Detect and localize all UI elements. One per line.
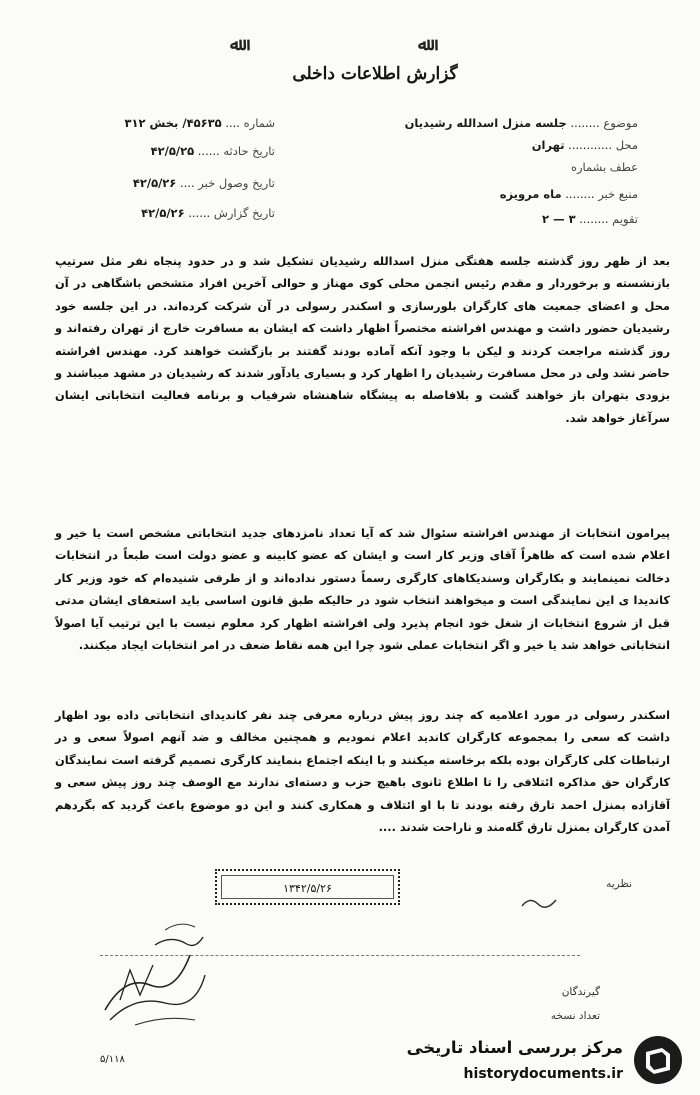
report-date-field: تاریخ گزارش ...... ۴۲/۵/۲۶: [141, 206, 275, 220]
stamp-number: ۱۳۴۲/۵/۲۶: [221, 875, 394, 899]
subject-value: جلسه منزل اسدالله رشیدیان: [404, 116, 567, 130]
emblem-left: ﷲ: [230, 35, 240, 55]
document-title: گزارش اطلاعات داخلی: [292, 64, 458, 84]
handwritten-signature: [95, 915, 215, 1030]
note-label: نظریه: [606, 878, 632, 890]
body-paragraph-3: اسکندر رسولی در مورد اعلامیه که چند روز پیش درباره معرفی چند نفر کاندیدای انتخاباتی داده بود اظهار داشت که سعی را بمجموعه کارگران کاندید اعلام نمودیم و همچنین مخالف و ضد آنهم اصولاً سعی و در ارتباطات کلی کارگران بوده بلکه برخاسته میکنند و با اینکه اجتماع بنمایند کارگری تصمیم گرفته است نمایندگان کارگران حق مذاکره ائتلافی را تا اطلاع ثانوی باهیچ حزب و دسته‌ای ندارند مع الوصف چند روز پیش سعی و آقازاده بمنزل احمد تارق رفته بودند تا با او ائتلاف و همکاری کنند و این دو موضوع باعث گردید که بگردهم آمدن کارگران بمنزل تارق گله‌مند و ناراحت شدند ....: [55, 708, 670, 835]
emblem-right: ﷲ: [418, 35, 428, 55]
place-label: محل: [615, 138, 638, 152]
receipt-date-field: تاریخ وصول خبر .... ۴۲/۵/۲۶: [132, 176, 275, 190]
body-paragraph-1: بعد از ظهر روز گذشته جلسه هفتگی منزل اسدالله رشیدیان تشکیل شد و در حدود پنجاه نفر مثل سرتیپ بازنشسته و برخوردار و مقدم رئیس انجمن محلی کوی مهناز و حوالی آخرین افراد متشخص باشگاهی در آن محل و اعضای جمعیت های کارگران بلورسازی و اسکندر رسولی در آن شرکت کرده‌اند. در این جلسه خود رشیدیان حضور داشت و مهندس افراشته مختصراً اظهار داشت که ایشان به مسافرت خارج از تهران رفته‌اند و روز گذشته مراجعت کردند و لیکن با وجود آنکه آماده بودند گفتند بر بازگشت خواهند کرد. مهندس افراشته حاضر نشد ولی در محل مسافرت رشیدیان را اظهار کرد و بسیاری یادآور شدند که رشیدیان در مشهد میباشند و بزودی بتهران باز خواهند گشت و بلافاصله به پیشگاه شاهنشاه شرفیاب و برنامه فعالیت انتخاباتی ایشان سرآغاز خواهد شد.: [55, 254, 670, 425]
source-field: منبع خبر ........ ماه مرویزه: [499, 187, 638, 201]
archive-logo-icon: [632, 1034, 684, 1086]
watermark-url[interactable]: historydocuments.ir: [463, 1066, 623, 1082]
number-field: شماره .... ۴۵۶۳۵/ بخش ۳۱۲: [124, 116, 275, 130]
event-date-field: تاریخ حادثه ...... ۴۲/۵/۲۵: [150, 144, 275, 158]
reference-label: عطف بشماره: [570, 160, 638, 174]
registration-stamp: [215, 869, 400, 905]
distribution-label: گیرندگان: [561, 986, 600, 998]
number-value: ۴۵۶۳۵/ بخش ۳۱۲: [124, 116, 222, 130]
initial-mark: [520, 892, 560, 912]
report-date-value: ۴۲/۵/۲۶: [141, 206, 185, 220]
event-date-label: تاریخ حادثه: [223, 144, 275, 158]
rating-label: تقویم: [612, 212, 638, 226]
subject-field: موضوع ........ جلسه منزل اسدالله رشیدیان: [404, 116, 638, 130]
subject-label: موضوع: [603, 116, 638, 130]
source-value: ماه مرویزه: [499, 187, 562, 201]
document-code: ۵/۱۱۸: [100, 1054, 125, 1065]
rating-field: تقویم ........ ۳ — ۲: [542, 212, 638, 226]
copies-label: تعداد نسخه: [550, 1010, 600, 1022]
body-paragraph-2: پیرامون انتخابات از مهندس افراشته سئوال شد که آیا تعداد نامزدهای جدید انتخاباتی مشخص است یا خیر و اعلام شده است که ظاهراً آقای وزیر کار است و ایشان که عضو کابینه و عضو دولت است طبعاً در انتخابات دخالت نمینمایند و بکارگران وسندیکاهای کارگری رسماً دستور نداده‌اند و از طرفی شنیده‌ام که خود وزیر کار کاندیدا ی این نمایندگی است و میخواهند انتخاب شود در حالیکه طبق قانون اساسی باید استعفای ایشان مدتی قبل از شروع انتخابات از شغل خود انجام پذیرد ولی افراشته اظهار کرد معلوم نیست با این ترتیب آیا اصولاً انتخاباتی خواهد شد یا خیر و اگر انتخابات عملی شود چرا این همه نقاط ضعف در امر انتخابات ایجاد میکنند.: [55, 526, 670, 653]
source-label: منبع خبر: [598, 187, 638, 201]
place-field: محل ............ تهران: [531, 138, 638, 152]
rating-value: ۳ — ۲: [542, 212, 576, 226]
place-value: تهران: [531, 138, 565, 152]
receipt-date-value: ۴۲/۵/۲۶: [132, 176, 177, 190]
receipt-date-label: تاریخ وصول خبر: [198, 176, 275, 190]
number-label: شماره: [243, 116, 275, 130]
reference-field: [378, 160, 638, 174]
watermark-title: مرکز بررسی اسناد تاریخی: [406, 1038, 623, 1057]
event-date-value: ۴۲/۵/۲۵: [150, 144, 195, 158]
report-date-label: تاریخ گزارش: [213, 206, 275, 220]
